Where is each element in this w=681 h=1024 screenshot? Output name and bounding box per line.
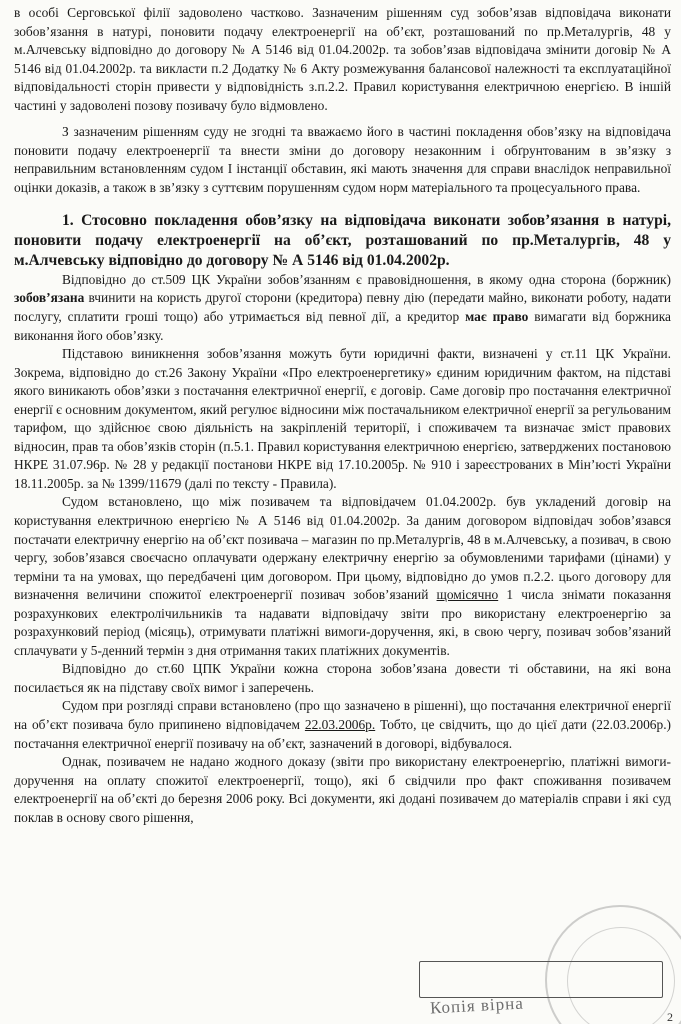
paragraph-no-evidence: Однак, позивачем не надано жодного доказу (звіти про використану електроенергію, платіжні вимоги-доручення на оплату спожитої електроенергії, тощо), які б свідчили про факт споживання позивачем електроенергії на об’єкті до березня 2006 року. Всі документи, які додані позивачем до матеріалів справи і які суд поклав в основу свого рішення, (14, 754, 671, 825)
paragraph-disagreement: З зазначеним рішенням суду не згодні та вважаємо його в частині покладення обов’язку на відповідача поновити подачу електроенергії та внести зміни до договору незаконним і обґрунтованим в зв’язку з неправильним встановленням судом І інстанції обставин, які мають значення для справи внаслідок неправильної оцінки доказів, а також в зв’язку з суттєвим порушенням судом норм матеріального та процесуального права. (14, 124, 671, 195)
paragraph-court-decision: в особі Серговської філії задоволено частково. Зазначеним рішенням суд зобов’язав відповідача виконати зобов’язання в натурі, поновити подачу електроенергії на об’єкт, розташований по пр.Металургів, 48 у м.Алчевську відповідно до договору № А 5146 від 01.04.2002р. та зобов’язав відповідача змінити договір № А 5146 від 01.04.2002р. та викласти п.2 Додатку № 6 Акту розмежування балансової належності та експлуатаційної відповідальності сторін привести у відповідність з.п.2.2. Правил користування електричною енергією. В іншій частині у задоволені позову позивачу було відмовлено. (14, 5, 671, 113)
paragraph-supply-stopped: Судом при розгляді справи встановлено (про що зазначено в рішенні), що постачання електричної енергії на об’єкт позивача було припинено відповідачем 22.03.2006р. Тобто, це свідчить, що до цієї дати (22.03.2006р.) постачання електричної енергії позивачу на об’єкт, зазначений в договорі, відбувалося. (14, 698, 672, 751)
paragraph-article-509: Відповідно до ст.509 ЦК України зобов’язанням є правовідношення, в якому одна сторона (боржник) зобов’язана вчинити на користь другої сторони (кредитора) певну дію (передати майно, виконати роботу, надати послугу, сплатити гроші тощо) або утримається від певної дії, а кредитор має право вимагати від боржника виконання його обов’язку. (14, 271, 671, 343)
paragraph-article-60: Відповідно до ст.60 ЦПК України кожна сторона зобов’язана довести ті обставини, на які вона посилається як на підставу своїх вимог і заперечень. (14, 661, 671, 695)
paragraph-contract: Судом встановлено, що між позивачем та відповідачем 01.04.2002р. був укладений договір на користування електричною енергією № А 5146 від 01.04.2002р. За даним договором відповідач зобов’язався постачати електричну енергію на об’єкт позивача – магазин по пр.Металургів, 48 в м.Алчевську, а позивач, в свою чергу, зобов’язався своєчасно оплачувати одержану електричну енергію за обумовленими тарифами (цінами) у терміни та на умовах, що передбачені цим договором. При цьому, відповідно до умов п.2.2. цього договору для визначення величини спожитої електроенергії позивач зобов’язаний щомісячно 1 числа знімати показання розрахункових електролічильників та надавати відповідачу звіти про використану електроенергію за розрахунковий період (місяць), отримувати платіжні вимоги-доручення, які, в свою чергу, позивач зобов’язаний сплачувати у 5-денний термін з дня отримання таких платіжних документів. (14, 494, 671, 658)
document-body (14, 4, 671, 827)
section-heading-1: 1. Стосовно покладення обов’язку на відповідача виконати зобов’язання в натурі, поновити подачу електроенергії на об’єкт, розташований по пр.Металургів, 48 у м.Алчевську відповідно до договору № А 5146 від 01.04.2002р. (14, 212, 671, 270)
copy-stamp-frame (419, 961, 663, 998)
page-number: 2 (667, 1010, 673, 1024)
paragraph-legal-facts: Підставою виникнення зобов’язання можуть бути юридичні факти, визначені у ст.11 ЦК України. Зокрема, відповідно до ст.26 Закону України «Про електроенергетику» єдиним юридичним фактом, на підставі якого виникають обов’язки з постачання електричної енергії, є договір. Саме договір про постачання електричної енергії є основним документом, який регулює відносини між постачальником електричної енергії за регульованим тарифом, що здійснює свою діяльність на закріпленій території, і споживачем та визначає зміст правових відносин, прав та обов’язків сторін (п.5.1. Правил користування електричною енергією, затверджених постановою НКРЕ 31.07.96р. № 28 у редакції постанови НКРЕ від 17.10.2005р. № 910 і зареєстрованих в Мін’юсті України 18.11.2005р. за № 1399/11679 (далі по тексту - Правила). (14, 346, 671, 491)
copy-stamp-text: Копія вірна (429, 993, 525, 1018)
